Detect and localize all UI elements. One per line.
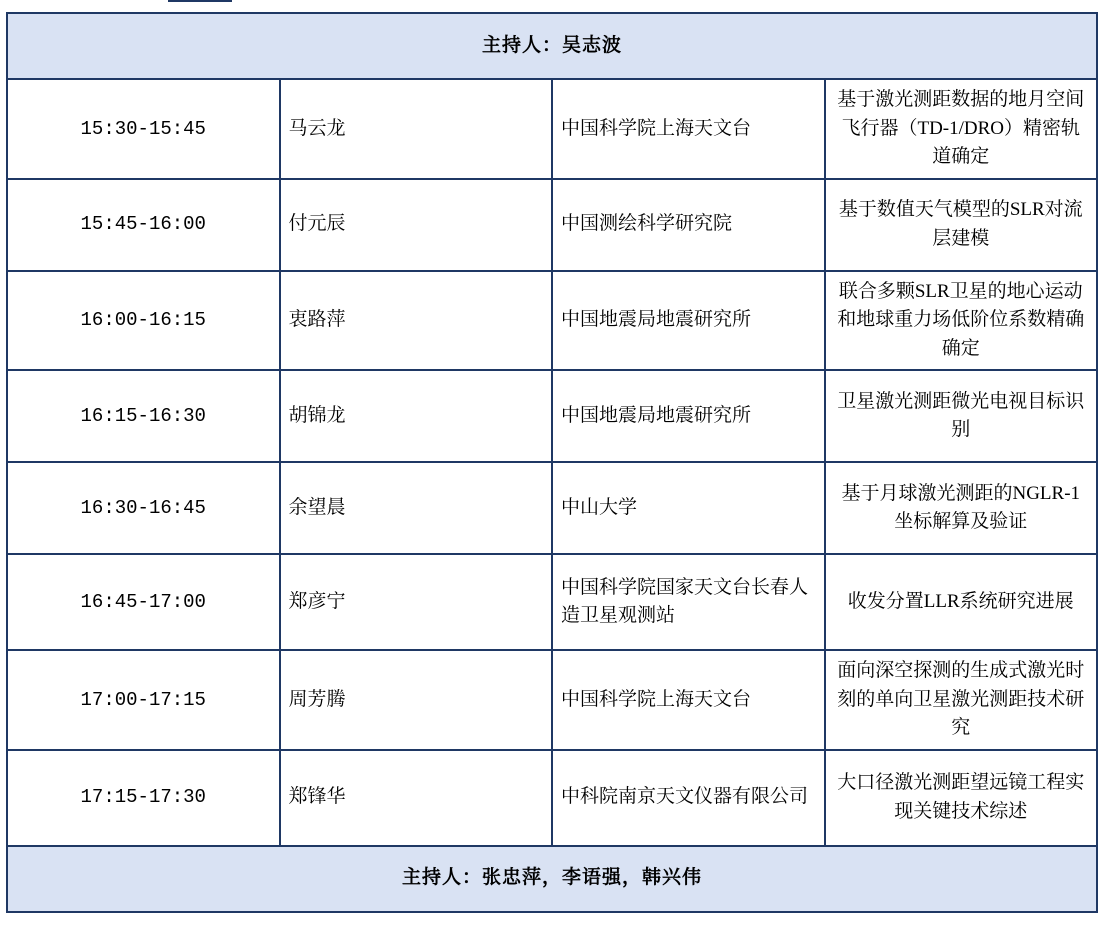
chair-banner-top: 主持人：吴志波 (7, 13, 1097, 79)
row-affiliation: 中山大学 (552, 462, 825, 554)
row-title: 基于激光测距数据的地月空间飞行器（TD-1/DRO）精密轨道确定 (825, 79, 1098, 179)
chair-banner-top-row (7, 13, 1097, 79)
row-affiliation: 中国科学院上海天文台 (552, 79, 825, 179)
row-affiliation: 中国科学院国家天文台长春人造卫星观测站 (552, 554, 825, 650)
row-speaker: 郑锋华 (280, 750, 553, 846)
row-speaker: 余望晨 (280, 462, 553, 554)
row-time: 17:00-17:15 (7, 650, 280, 750)
row-time: 17:15-17:30 (7, 750, 280, 846)
table-row (7, 554, 1097, 650)
row-affiliation: 中科院南京天文仪器有限公司 (552, 750, 825, 846)
row-time: 16:00-16:15 (7, 271, 280, 371)
table-row (7, 179, 1097, 271)
chair-banner-bottom-row (7, 846, 1097, 912)
row-time: 15:45-16:00 (7, 179, 280, 271)
table-row (7, 462, 1097, 554)
top-rule-stub (168, 0, 232, 2)
row-speaker: 周芳腾 (280, 650, 553, 750)
row-title: 大口径激光测距望远镜工程实现关键技术综述 (825, 750, 1098, 846)
row-speaker: 郑彦宁 (280, 554, 553, 650)
row-speaker: 胡锦龙 (280, 370, 553, 462)
table-row (7, 79, 1097, 179)
row-affiliation: 中国科学院上海天文台 (552, 650, 825, 750)
row-time: 15:30-15:45 (7, 79, 280, 179)
row-time: 16:15-16:30 (7, 370, 280, 462)
row-title: 收发分置LLR系统研究进展 (825, 554, 1098, 650)
table-row (7, 271, 1097, 371)
chair-banner-bottom: 主持人：张忠萍，李语强，韩兴伟 (7, 846, 1097, 912)
row-title: 联合多颗SLR卫星的地心运动和地球重力场低阶位系数精确确定 (825, 271, 1098, 371)
row-speaker: 付元辰 (280, 179, 553, 271)
table-row (7, 370, 1097, 462)
row-title: 基于月球激光测距的NGLR-1坐标解算及验证 (825, 462, 1098, 554)
session-schedule-table (6, 12, 1098, 913)
row-speaker: 马云龙 (280, 79, 553, 179)
row-time: 16:30-16:45 (7, 462, 280, 554)
row-speaker: 衷路萍 (280, 271, 553, 371)
row-affiliation: 中国测绘科学研究院 (552, 179, 825, 271)
table-row (7, 650, 1097, 750)
row-title: 基于数值天气模型的SLR对流层建模 (825, 179, 1098, 271)
row-title: 面向深空探测的生成式激光时刻的单向卫星激光测距技术研究 (825, 650, 1098, 750)
row-affiliation: 中国地震局地震研究所 (552, 271, 825, 371)
row-affiliation: 中国地震局地震研究所 (552, 370, 825, 462)
row-title: 卫星激光测距微光电视目标识别 (825, 370, 1098, 462)
table-row (7, 750, 1097, 846)
row-time: 16:45-17:00 (7, 554, 280, 650)
